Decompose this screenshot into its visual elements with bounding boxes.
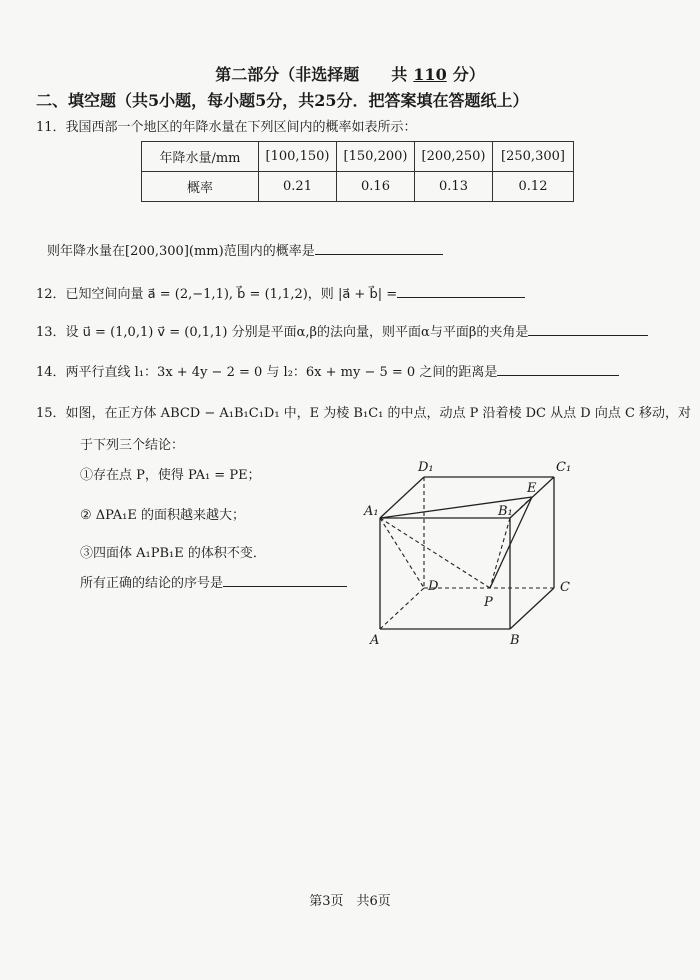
table-row <box>142 172 574 202</box>
label-e: E <box>527 481 537 496</box>
table-cell: 0.16 <box>337 172 415 202</box>
q15-stem2: 于下列三个结论： <box>80 438 185 453</box>
table-header-cell: [150,200) <box>337 142 415 172</box>
q13-answer-blank[interactable] <box>528 321 648 336</box>
edge-a1d1 <box>380 477 424 518</box>
label-b1: B₁ <box>498 504 513 519</box>
label-a1: A₁ <box>364 504 379 519</box>
table-header-cell: [100,150) <box>259 142 337 172</box>
q13 <box>36 321 648 340</box>
segment-a1d <box>380 518 424 588</box>
q15-answer-blank[interactable] <box>223 572 347 587</box>
table-cell: 0.13 <box>415 172 493 202</box>
q14 <box>36 361 619 380</box>
q15-conclusion-1: ①存在点 P，使得 PA₁ = PE； <box>80 468 261 483</box>
q15-ask-text: 所有正确的结论的序号是 <box>80 576 224 591</box>
q13-text: 13．设 u⃗ = (1,0,1) v⃗ = (0,1,1) 分别是平面α,β的法向量，则平面α与平面β的夹角是 <box>36 325 529 340</box>
table-cell: 0.21 <box>259 172 337 202</box>
edge-bc <box>510 588 554 629</box>
section-title: 二、填空题（共5小题，每小题5分，共25分．把答案填在答题纸上） <box>36 91 529 110</box>
label-d: D <box>428 579 439 594</box>
q11-answer-blank[interactable] <box>315 240 443 255</box>
part-title <box>0 62 700 85</box>
q15-conclusion-2: ② ΔPA₁E 的面积越来越大； <box>80 508 245 523</box>
table-cell: 0.12 <box>493 172 574 202</box>
q15-ask <box>80 572 347 591</box>
q11-ask <box>47 240 443 259</box>
part-title-points: 110 <box>413 65 447 84</box>
cube-figure <box>360 455 600 647</box>
segment-a1p <box>380 518 490 588</box>
label-p: P <box>484 595 493 610</box>
table-header-cell: [200,250) <box>415 142 493 172</box>
table-header-cell: [250,300] <box>493 142 574 172</box>
segment-b1p <box>490 518 510 588</box>
q12-answer-blank[interactable] <box>397 283 525 298</box>
table-header-row <box>142 142 574 172</box>
edge-ad <box>380 588 424 629</box>
label-c1: C₁ <box>556 460 572 475</box>
label-c: C <box>560 580 570 595</box>
table-header-cell: 年降水量/mm <box>142 142 259 172</box>
q14-answer-blank[interactable] <box>497 361 619 376</box>
part-title-suffix: 分） <box>452 65 485 84</box>
q11-stem: 11．我国西部一个地区的年降水量在下列区间内的概率如表所示： <box>36 120 417 135</box>
q15-stem: 15．如图，在正方体 ABCD − A₁B₁C₁D₁ 中，E 为棱 B₁C₁ 的中点，动点 P 沿着棱 DC 从点 D 向点 C 移动，对 <box>36 406 692 421</box>
q12 <box>36 283 525 302</box>
label-b: B <box>510 633 520 647</box>
table-cell: 概率 <box>142 172 259 202</box>
label-a: A <box>370 633 380 647</box>
page-footer: 第3页 共6页 <box>309 894 391 909</box>
label-d1: D₁ <box>418 460 434 475</box>
part-title-prefix: 第二部分（非选择题 共 <box>215 65 408 84</box>
q12-text: 12．已知空间向量 a⃗ = (2,−1,1), b⃗ = (1,1,2)，则 |a⃗ + b⃗| = <box>36 287 398 302</box>
q14-text: 14．两平行直线 l₁：3x + 4y − 2 = 0 与 l₂：6x + my − 5 = 0 之间的距离是 <box>36 365 498 380</box>
q15-conclusion-3: ③四面体 A₁PB₁E 的体积不变． <box>80 546 266 561</box>
q11-ask-text: 则年降水量在[200,300](mm)范围内的概率是 <box>47 244 315 259</box>
rainfall-table <box>141 141 574 202</box>
